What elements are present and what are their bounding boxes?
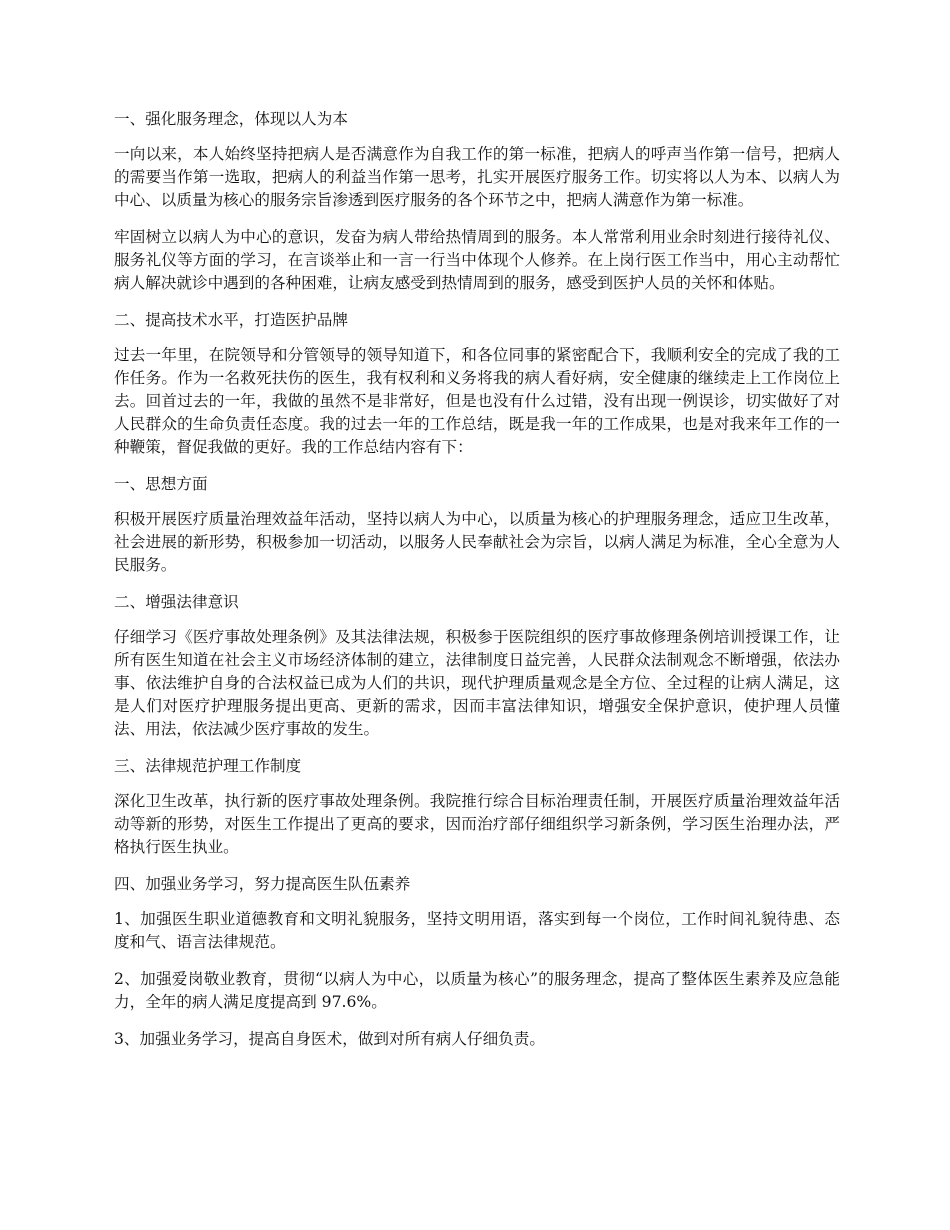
paragraph-legal-study: 仔细学习《医疗事故处理条例》及其法律法规，积极参于医院组织的医疗事故修理条例培训授课工作，让所有医生知道在社会主义市场经济体制的建立，法律制度日益完善，人民群众法制观念不断增强，依法办事、依法维护自身的合法权益已成为人们的共识，现代护理质量观念是全方位、全过程的让病人满足，这是人们对医疗护理服务提出更高、更新的需求，因而丰富法律知识，增强安全保护意识，使护理人员懂法、用法，依法减少医疗事故的发生。 bbox=[114, 628, 840, 738]
section-heading-thinking: 一、思想方面 bbox=[114, 475, 208, 493]
list-item-dedication-education: 2、加强爱岗敬业教育，贯彻“以病人为中心，以质量为核心”的服务理念，提高了整体医生素养及应急能力，全年的病人满足度提高到 97.6%。 bbox=[114, 970, 840, 1011]
section-heading-technical-level: 二、提高技术水平，打造医护品牌 bbox=[114, 311, 348, 329]
section-heading-nursing-rules: 三、法律规范护理工作制度 bbox=[114, 757, 302, 775]
section-heading-service-concept: 一、强化服务理念，体现以人为本 bbox=[114, 110, 348, 128]
paragraph-year-review: 过去一年里，在院领导和分管领导的领导知道下，和各位同事的紧密配合下，我顺利安全的完成了我的工作任务。作为一名救死扶伤的医生，我有权利和义务将我的病人看好病，安全健康的继续走上工作岗位上去。回首过去的一年，我做的虽然不是非常好，但是也没有什么过错，没有出现一例误诊，切实做好了对人民群众的生命负责任态度。我的过去一年的工作总结，既是我一年的工作成果，也是对我来年工作的一种鞭策，督促我做的更好。我的工作总结内容有下： bbox=[114, 346, 840, 456]
paragraph-quality-management: 积极开展医疗质量治理效益年活动，坚持以病人为中心，以质量为核心的护理服务理念，适应卫生改革，社会进展的新形势，积极参加一切活动，以服务人民奉献社会为宗旨，以病人满足为标准，全心全意为人民服务。 bbox=[114, 510, 840, 574]
list-item-ethics-education: 1、加强医生职业道德教育和文明礼貌服务，坚持文明用语，落实到每一个岗位，工作时间礼貌待患、态度和气、语言法律规范。 bbox=[114, 910, 840, 951]
section-heading-professional-study: 四、加强业务学习，努力提高医生队伍素养 bbox=[114, 875, 411, 893]
paragraph-patient-centered: 牢固树立以病人为中心的意识，发奋为病人带给热情周到的服务。本人常常利用业余时刻进行接待礼仪、服务礼仪等方面的学习，在言谈举止和一言一行当中体现个人修养。在上岗行医工作当中，用心主动帮忙病人解决就诊中遇到的各种困难，让病友感受到热情周到的服务，感受到医护人员的关怀和体贴。 bbox=[114, 228, 840, 292]
paragraph-service-standard: 一向以来，本人始终坚持把病人是否满意作为自我工作的第一标准，把病人的呼声当作第一信号，把病人的需要当作第一选取，把病人的利益当作第一思考，扎实开展医疗服务工作。切实将以人为本、以病人为中心、以质量为核心的服务宗旨渗透到医疗服务的各个环节之中，把病人满意作为第一标准。 bbox=[114, 145, 840, 209]
list-item-professional-study: 3、加强业务学习，提高自身医术，做到对所有病人仔细负责。 bbox=[114, 1030, 545, 1048]
paragraph-health-reform: 深化卫生改革，执行新的医疗事故处理条例。我院推行综合目标治理责任制，开展医疗质量治理效益年活动等新的形势，对医生工作提出了更高的要求，因而治疗部仔细组织学习新条例，学习医生治理办法，严格执行医生执业。 bbox=[114, 792, 840, 856]
section-heading-legal-awareness: 二、增强法律意识 bbox=[114, 593, 239, 611]
